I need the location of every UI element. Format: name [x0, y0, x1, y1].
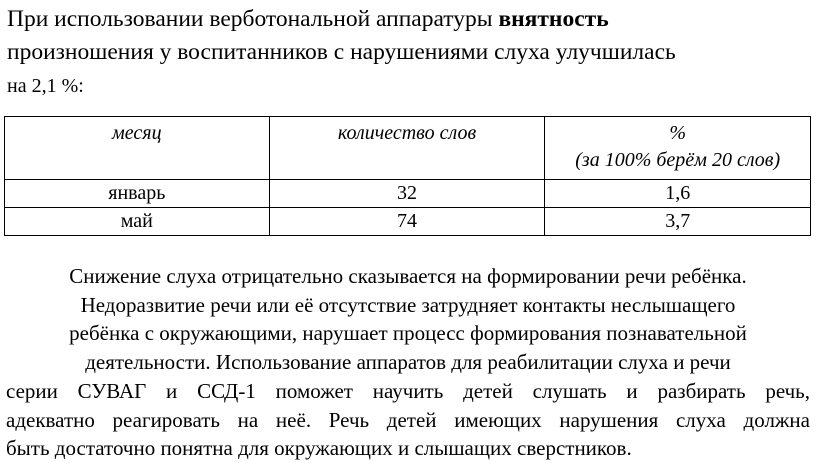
cell-word-count: 74 — [269, 208, 545, 236]
header-month: месяц — [5, 117, 270, 180]
table-row — [5, 208, 811, 236]
intro-line3-text: на 2,1 %: — [7, 75, 84, 97]
header-word-count: количество слов — [269, 117, 545, 180]
intro-line2-text: произношения у воспитанников с нарушениями слуха улучшилась — [7, 39, 676, 65]
cell-word-count: 32 — [269, 180, 545, 208]
paragraph-line: адекватно реагировать на неё. Речь детей имеющих нарушения слуха должна — [6, 407, 810, 432]
cell-percent: 1,6 — [545, 180, 811, 208]
header-percent — [545, 117, 811, 180]
speech-intelligibility-table — [4, 116, 811, 236]
paragraph-line: серии СУВАГ и ССД-1 поможет научить детей слушать и разбирать речь, — [6, 378, 810, 403]
header-percent-symbol: % — [669, 122, 687, 144]
cell-month: май — [5, 208, 270, 236]
paragraph-line: Недоразвитие речи или её отсутствие затрудняет контакты неслышащего — [80, 292, 736, 317]
intro-text — [7, 3, 807, 103]
cell-percent: 3,7 — [545, 208, 811, 236]
paragraph-line: деятельности. Использование аппаратов для реабилитации слуха и речи — [85, 350, 731, 375]
paragraph-line: ребёнка с окружающими, нарушает процесс формирования познавательной — [69, 321, 747, 346]
hearing-paragraph — [6, 262, 810, 463]
header-percent-note: (за 100% берём 20 слов) — [575, 149, 781, 171]
cell-month: январь — [5, 180, 270, 208]
intro-keyword: внятность — [498, 6, 609, 32]
paragraph-line: Снижение слуха отрицательно сказывается на формировании речи ребёнка. — [69, 264, 747, 288]
paragraph-line: быть достаточно понятна для окружающих и слышащих сверстников. — [6, 436, 632, 461]
table-header-row — [5, 117, 811, 180]
table-row — [5, 180, 811, 208]
intro-line1-text: При использовании верботональной аппаратуры — [7, 6, 499, 32]
